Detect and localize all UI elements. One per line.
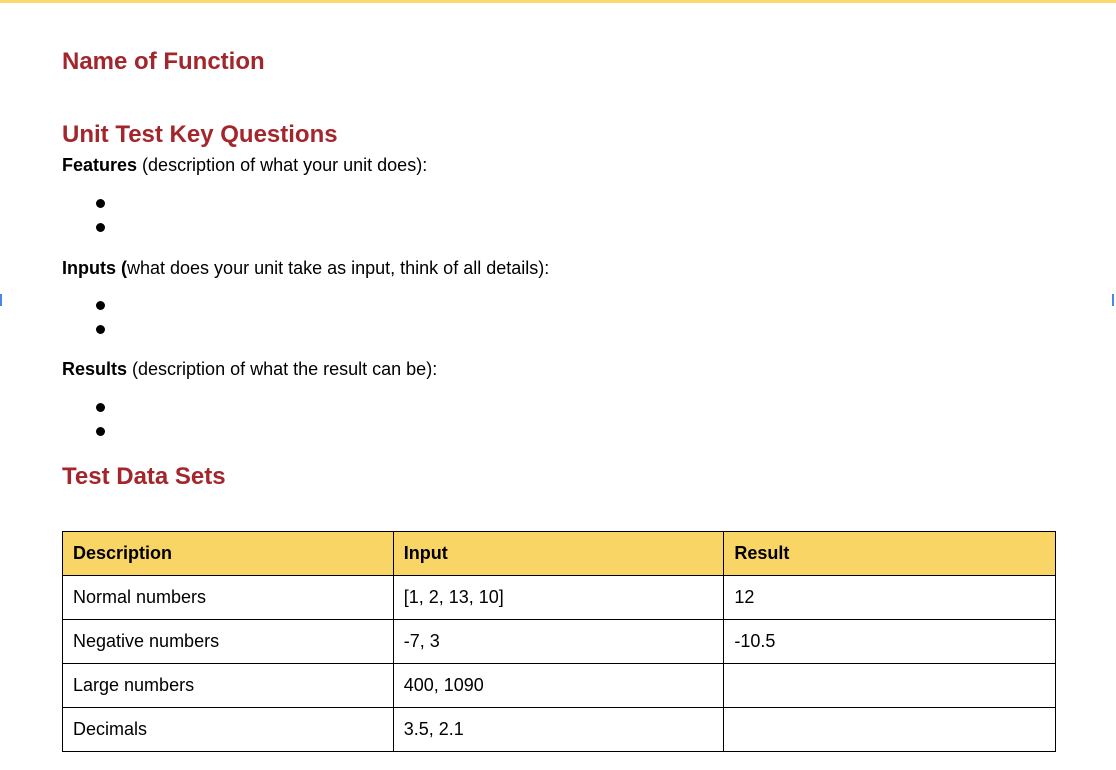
- cell-result[interactable]: [724, 708, 1056, 752]
- inputs-label-bold: Inputs (: [62, 258, 127, 278]
- cell-result[interactable]: [724, 664, 1056, 708]
- features-label-bold: Features: [62, 155, 138, 175]
- results-label: [62, 357, 437, 381]
- cell-description[interactable]: Decimals: [63, 708, 394, 752]
- features-label: [62, 153, 427, 177]
- test-data-sets-heading: Test Data Sets: [62, 463, 226, 490]
- right-margin-marker[interactable]: [1112, 294, 1114, 306]
- header-result[interactable]: Result: [724, 532, 1056, 576]
- table-header-row: [63, 532, 1056, 576]
- cell-input[interactable]: [1, 2, 13, 10]: [393, 576, 724, 620]
- left-margin-marker[interactable]: [0, 294, 2, 306]
- function-name-heading: Name of Function: [62, 48, 265, 75]
- inputs-label-rest: what does your unit take as input, think of all details):: [127, 258, 550, 278]
- header-input[interactable]: Input: [393, 532, 724, 576]
- table-row: [63, 620, 1056, 664]
- inputs-label: [62, 256, 549, 280]
- features-label-rest: (description of what your unit does):: [137, 155, 428, 175]
- results-label-rest: (description of what the result can be):: [127, 359, 438, 379]
- table-row: [63, 664, 1056, 708]
- cell-description[interactable]: Large numbers: [63, 664, 394, 708]
- table-row: [63, 708, 1056, 752]
- table-row: [63, 576, 1056, 620]
- results-label-bold: Results: [62, 359, 128, 379]
- cell-result[interactable]: -10.5: [724, 620, 1056, 664]
- cell-description[interactable]: Normal numbers: [63, 576, 394, 620]
- cell-input[interactable]: 3.5, 2.1: [393, 708, 724, 752]
- cell-input[interactable]: -7, 3: [393, 620, 724, 664]
- cell-description[interactable]: Negative numbers: [63, 620, 394, 664]
- cell-result[interactable]: 12: [724, 576, 1056, 620]
- header-description[interactable]: Description: [63, 532, 394, 576]
- key-questions-heading: Unit Test Key Questions: [62, 121, 338, 148]
- cell-input[interactable]: 400, 1090: [393, 664, 724, 708]
- test-data-table: [62, 531, 1056, 752]
